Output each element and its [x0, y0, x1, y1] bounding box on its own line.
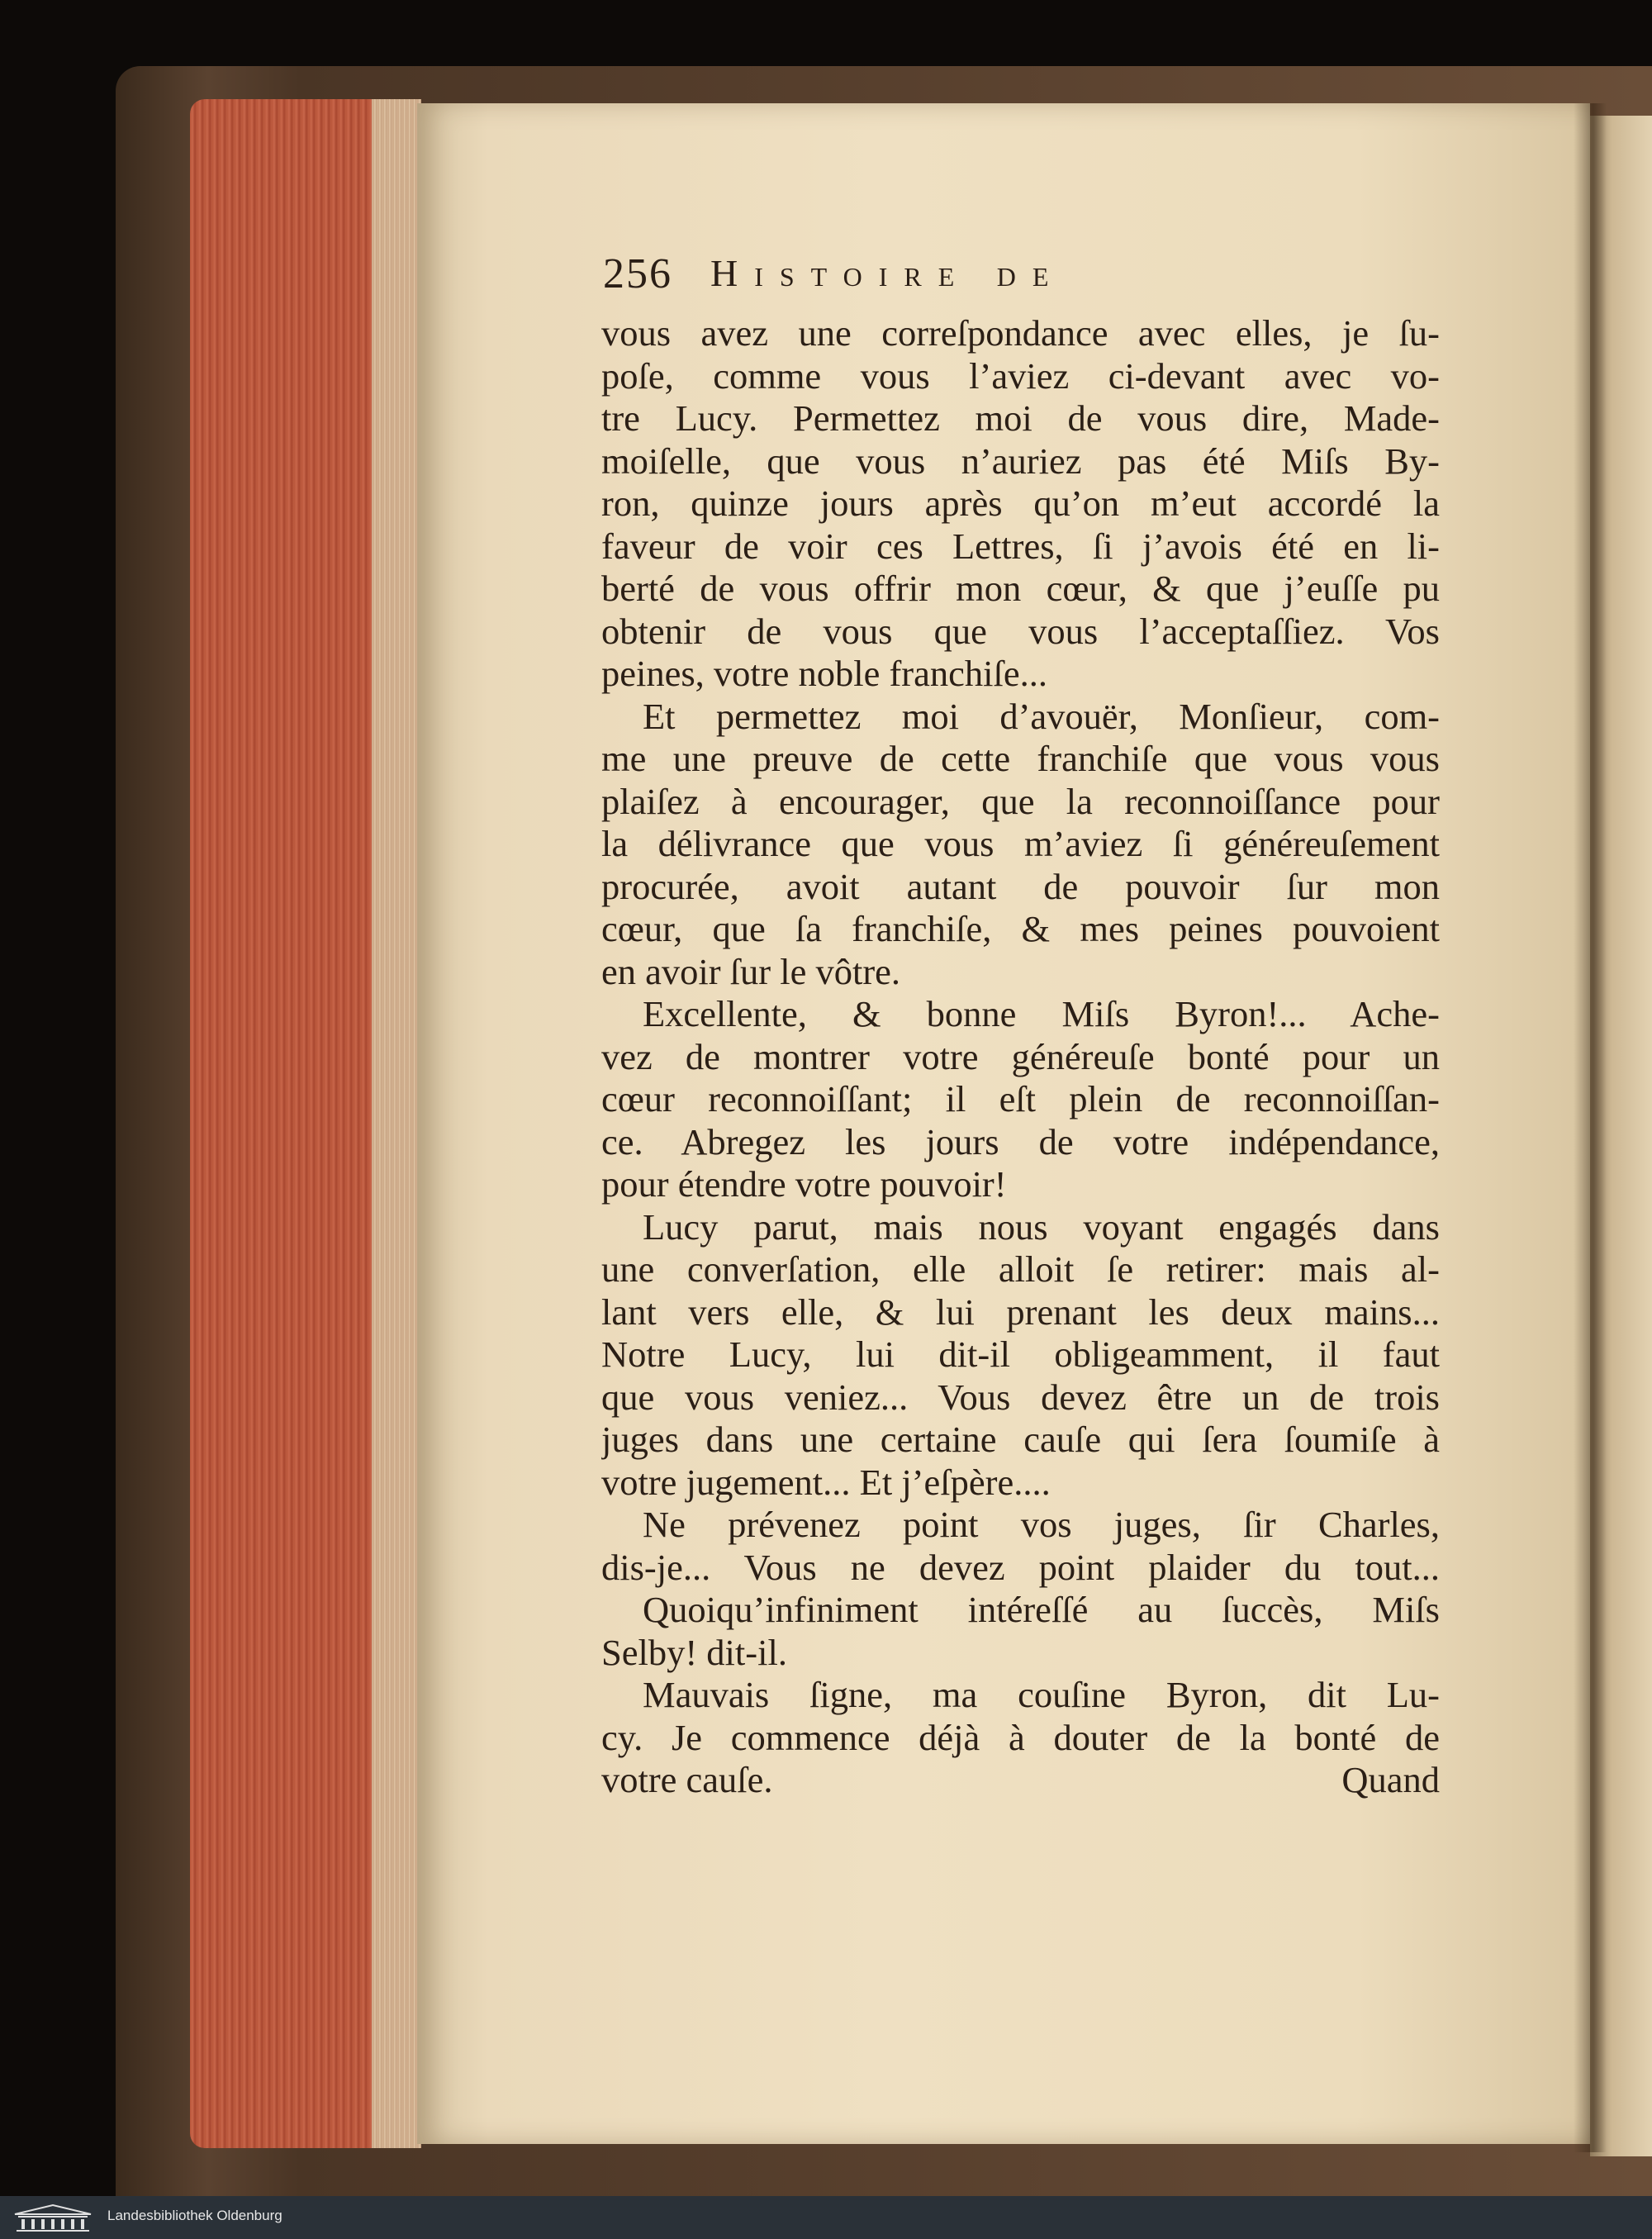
text-line: vez de montrer votre généreuſe bonté pour un	[601, 1035, 1440, 1077]
text-line: Excellente, & bonne Miſs Byron!... Ache-	[643, 993, 1440, 1034]
text-line: juges dans une certaine cauſe qui ſera ſoumiſe à	[601, 1419, 1440, 1460]
text-line: Quoiqu’infiniment intéreſſé au ſuccès, Miſs	[643, 1589, 1440, 1630]
text-line: Lucy parut, mais nous voyant engagés dans	[643, 1205, 1440, 1248]
footer-bar	[0, 2196, 1652, 2239]
text-line: peines, votre noble franchiſe...	[601, 653, 1047, 694]
gutter-shadow	[1574, 103, 1607, 2152]
page-header	[603, 250, 1462, 307]
text-line: Et permettez moi d’avouër, Monſieur, com-	[643, 695, 1440, 737]
page-number: 256	[603, 250, 672, 297]
text-line: tre Lucy. Permettez moi de vous dire, Made-	[601, 397, 1440, 439]
text-line: une converſation, elle alloit ſe retirer: mais al-	[601, 1248, 1440, 1290]
library-name: Landesbibliothek Oldenburg	[107, 2208, 282, 2223]
text-line: ce. Abregez les jours de votre indépendance,	[601, 1120, 1440, 1162]
text-line: Selby! dit-il.	[601, 1631, 787, 1673]
text-line: faveur de voir ces Lettres, ſi j’avois été en li-	[601, 525, 1440, 567]
text-line: cœur reconnoiſſant; il eſt plein de reconnoiſſan-	[601, 1078, 1440, 1120]
running-title: Histoire de	[710, 252, 1066, 294]
text-line: cœur, que ſa franchiſe, & mes peines pouvoient	[601, 908, 1440, 949]
text-line: en avoir ſur le vôtre.	[601, 950, 901, 992]
last-line	[601, 1759, 1440, 1802]
text-line: la délivrance que vous m’aviez ſi généreuſement	[601, 823, 1440, 864]
text-line: moiſelle, que vous n’auriez pas été Miſs By-	[601, 440, 1440, 482]
text-line: procurée, avoit autant de pouvoir ſur mon	[601, 865, 1440, 907]
text-line: dis-je... Vous ne devez point plaider du tout...	[601, 1546, 1440, 1588]
text-line: votre jugement... Et j’eſpère....	[601, 1461, 1051, 1503]
text-line: pour étendre votre pouvoir!	[601, 1163, 1007, 1205]
catchword: Quand	[1341, 1759, 1440, 1800]
text-line: obtenir de vous que vous l’acceptaſſiez. Vos	[601, 610, 1440, 652]
text-line-final: votre cauſe.	[601, 1759, 773, 1800]
text-line: me une preuve de cette franchiſe que vous vous	[601, 738, 1440, 779]
text-line: ron, quinze jours après qu’on m’eut accordé la	[601, 483, 1440, 524]
text-line: cy. Je commence déjà à douter de la bonté de	[601, 1716, 1440, 1758]
text-line: que vous veniez... Vous devez être un de trois	[601, 1376, 1440, 1418]
text-line: Mauvais ſigne, ma couſine Byron, dit Lu-	[643, 1674, 1440, 1715]
text-line: poſe, comme vous l’aviez ci-devant avec vo-	[601, 354, 1440, 397]
page-edges	[190, 99, 421, 2148]
text-line: Ne prévenez point vos juges, ſir Charles,	[643, 1504, 1440, 1545]
text-line: plaiſez à encourager, que la reconnoiſſance pour	[601, 780, 1440, 822]
library-building-icon	[12, 2203, 94, 2232]
page-edges-inner	[372, 99, 421, 2148]
body-text	[601, 312, 1440, 1802]
text-line: lant vers elle, & lui prenant les deux mains...	[601, 1291, 1440, 1333]
text-line: vous avez une correſpondance avec elles, je ſu-	[601, 312, 1440, 354]
text-line: Notre Lucy, lui dit-il obligeamment, il faut	[601, 1333, 1440, 1375]
text-line: berté de vous offrir mon cœur, & que j’euſſe pu	[601, 568, 1440, 609]
